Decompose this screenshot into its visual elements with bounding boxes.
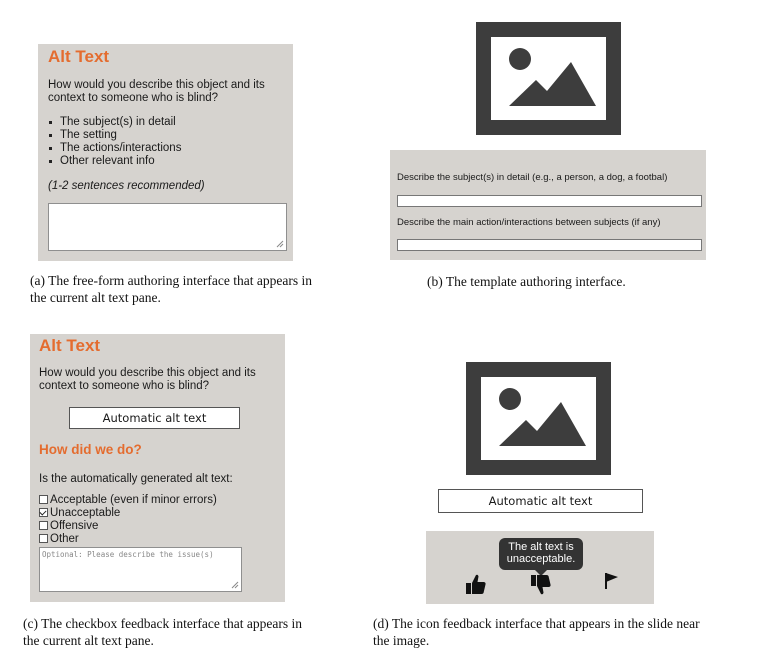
image-icon <box>491 37 606 120</box>
option-other[interactable]: Other <box>39 533 279 546</box>
feedback-tooltip: The alt text is unacceptable. <box>499 538 583 570</box>
issue-description-input[interactable] <box>39 547 242 592</box>
resize-grip-icon[interactable] <box>231 581 239 589</box>
alt-text-question: How would you describe this object and its context to someone who is blind? <box>48 79 265 104</box>
checkbox-checked[interactable] <box>39 508 48 517</box>
panel-title: Alt Text <box>39 336 101 355</box>
caption-b: (b) The template authoring interface. <box>427 274 626 289</box>
list-item: The subject(s) in detail <box>48 116 283 129</box>
caption-c: (c) The checkbox feedback interface that appears in the current alt text pane. <box>23 616 302 648</box>
checkbox[interactable] <box>39 534 48 543</box>
thumbs-down-icon[interactable] <box>529 573 553 597</box>
action-input[interactable] <box>397 239 702 251</box>
action-prompt: Describe the main action/interactions between subjects (if any) <box>397 217 661 228</box>
option-unacceptable[interactable]: Unacceptable <box>39 507 279 520</box>
flag-icon[interactable] <box>602 571 622 591</box>
caption-d: (d) The icon feedback interface that appears in the slide near the image. <box>373 616 700 648</box>
feedback-heading: How did we do? <box>39 442 142 457</box>
automatic-alt-text-field[interactable]: Automatic alt text <box>438 489 643 513</box>
thumbs-up-icon[interactable] <box>464 572 488 596</box>
checkbox[interactable] <box>39 495 48 504</box>
option-offensive[interactable]: Offensive <box>39 520 279 533</box>
icon-feedback-bar <box>426 531 654 604</box>
image-placeholder <box>476 22 621 135</box>
feedback-options <box>39 494 279 546</box>
subject-prompt: Describe the subject(s) in detail (e.g., a person, a dog, a footbal) <box>397 172 668 183</box>
option-acceptable[interactable]: Acceptable (even if minor errors) <box>39 494 279 507</box>
caption-a: (a) The free-form authoring interface that appears in the current alt text pane. <box>30 273 312 305</box>
image-placeholder <box>466 362 611 475</box>
panel-title: Alt Text <box>48 47 110 66</box>
subject-input[interactable] <box>397 195 702 207</box>
list-item: The actions/interactions <box>48 142 283 155</box>
freeform-authoring-panel <box>38 44 293 261</box>
checkbox[interactable] <box>39 521 48 530</box>
alt-text-input[interactable] <box>48 203 287 251</box>
feedback-question: Is the automatically generated alt text: <box>39 473 233 485</box>
list-item: Other relevant info <box>48 155 283 168</box>
alt-text-question: How would you describe this object and its context to someone who is blind? <box>39 367 256 392</box>
guidance-list <box>48 116 283 168</box>
issue-placeholder: Optional: Please describe the issue(s) <box>42 550 214 559</box>
resize-grip-icon[interactable] <box>276 240 284 248</box>
list-item: The setting <box>48 129 283 142</box>
checkbox-feedback-panel <box>30 334 285 602</box>
image-icon <box>481 377 596 460</box>
template-authoring-panel <box>390 150 706 260</box>
sentence-recommendation-note: (1-2 sentences recommended) <box>48 180 205 192</box>
automatic-alt-text-field[interactable]: Automatic alt text <box>69 407 240 429</box>
